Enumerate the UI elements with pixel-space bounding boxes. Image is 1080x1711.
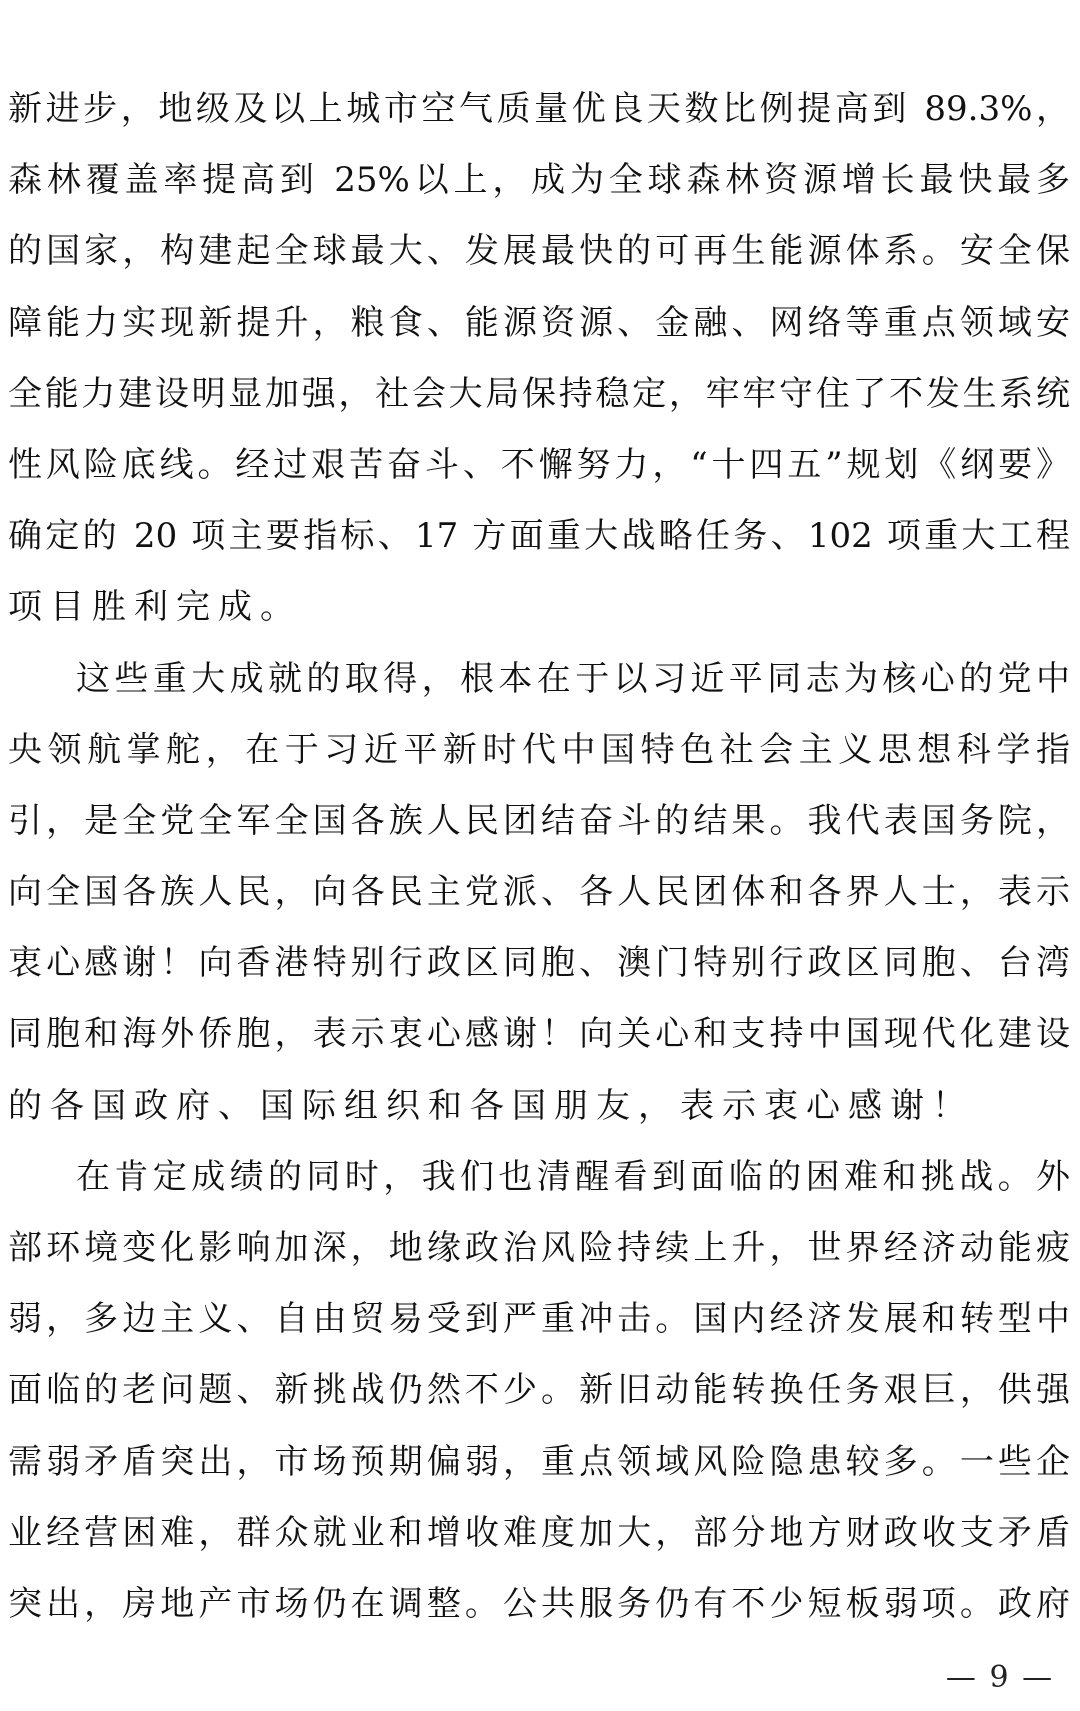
text-line: 面临的老问题、新挑战仍然不少。新旧动能转换任务艰巨，供强 [8, 1370, 1070, 1411]
text-line: 障能力实现新提升，粮食、能源资源、金融、网络等重点领域安 [8, 302, 1070, 343]
text-line: 弱，多边主义、自由贸易受到严重冲击。国内经济发展和转型中 [8, 1299, 1070, 1340]
text-line: 确定的 20 项主要指标、17 方面重大战略任务、102 项重大工程 [8, 516, 1070, 557]
text-line: 向全国各族人民，向各民主党派、各人民团体和各界人士，表示 [8, 872, 1070, 913]
text-line: 的各国政府、国际组织和各国朋友，表示衷心感谢！ [8, 1085, 974, 1126]
text-line: 性风险底线。经过艰苦奋斗、不懈努力，“十四五”规划《纲要》 [8, 444, 1070, 485]
text-line: 突出，房地产市场仍在调整。公共服务仍有不少短板弱项。政府 [8, 1583, 1070, 1624]
text-line: 项目胜利完成。 [8, 587, 302, 628]
text-line: 全能力建设明显加强，社会大局保持稳定，牢牢守住了不发生系统 [8, 373, 1070, 414]
text-line: 同胞和海外侨胞，表示衷心感谢！向关心和支持中国现代化建设 [8, 1014, 1070, 1055]
text-line: 新进步，地级及以上城市空气质量优良天数比例提高到 89.3%， [8, 89, 1070, 129]
page-number: — 9 — [945, 1660, 1055, 1695]
text-line: 部环境变化影响加深，地缘政治风险持续上升，世界经济动能疲 [8, 1228, 1070, 1268]
text-line: 衷心感谢！向香港特别行政区同胞、澳门特别行政区同胞、台湾 [8, 943, 1070, 984]
text-line: 的国家，构建起全球最大、发展最快的可再生能源体系。安全保 [8, 231, 1070, 272]
text-line: 这些重大成就的取得，根本在于以习近平同志为核心的党中 [76, 658, 1070, 699]
text-line: 森林覆盖率提高到 25%以上，成为全球森林资源增长最快最多 [8, 160, 1070, 201]
text-line: 需弱矛盾突出，市场预期偏弱，重点领域风险隐患较多。一些企 [8, 1441, 1070, 1482]
text-line: 业经营困难，群众就业和增收难度加大，部分地方财政收支矛盾 [8, 1512, 1070, 1553]
text-line: 央领航掌舵，在于习近平新时代中国特色社会主义思想科学指 [8, 729, 1070, 770]
text-line: 在肯定成绩的同时，我们也清醒看到面临的困难和挑战。外 [76, 1156, 1070, 1197]
text-line: 引，是全党全军全国各族人民团结奋斗的结果。我代表国务院， [8, 800, 1070, 841]
body-text [8, 74, 1070, 1640]
